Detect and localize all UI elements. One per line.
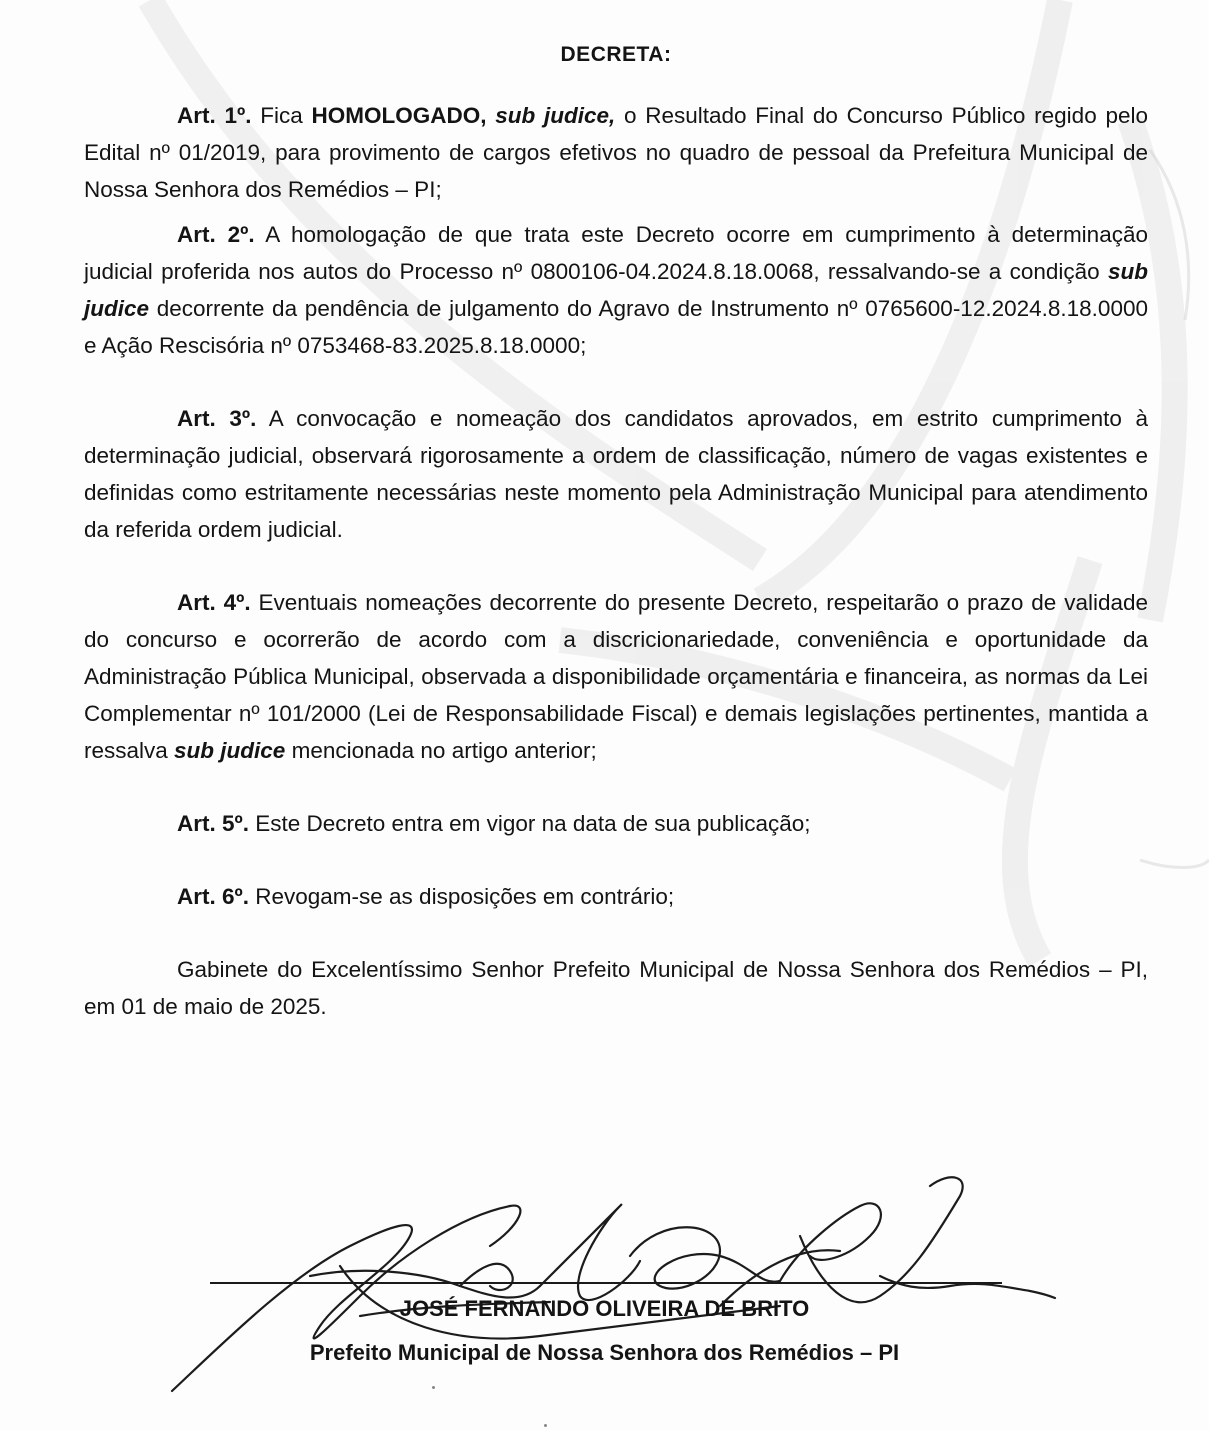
article-emphasis: HOMOLOGADO, [311,103,487,128]
article-label: Art. 2º. [177,222,255,247]
article-label: Art. 5º. [177,811,249,836]
closing-paragraph: Gabinete do Excelentíssimo Senhor Prefeito Municipal de Nossa Senhora dos Remédios – PI, em 01 de maio de 2025. [84,957,1148,1019]
decree-heading: DECRETA: [560,43,672,66]
article-5 [84,805,1148,842]
decree-body [84,36,1148,1025]
article-text: A convocação e nomeação dos candidatos aprovados, em estrito cumprimento à determinação judicial, observará rigorosamente a ordem de classificação, número de vagas existentes e definidas como estritamente necessárias neste momento pela Administração Municipal para atendimento da referida ordem judicial. [84,406,1149,542]
article-text: Este Decreto entra em vigor na data de sua publicação; [248,811,811,836]
speck [432,1386,435,1389]
article-label: Art. 4º. [177,590,251,615]
article-label: Art. 3º. [177,406,257,431]
article-text: o Resultado Final do Concurso Público regido pelo Edital nº 01/2019, para provimento de cargos efetivos no quadro de pessoal da Prefeitura Municipal de Nossa Senhora dos Remédios – PI; [84,103,1148,202]
article-label: Art. 6º. [177,884,249,909]
article-4 [84,584,1148,769]
article-emphasis: sub judice [84,259,1148,321]
handwritten-signature [160,1176,1060,1406]
speck [544,1424,547,1427]
article-text: Eventuais nomeações decorrente do presente Decreto, respeitarão o prazo de validade do concurso e ocorrerão de acordo com a discricionariedade, conveniência e oportunidade da Administração Pública Municipal, observada a disponibilidade orçamentária e financeira, as normas da Lei Complementar nº 101/2000 (Lei de Responsabilidade Fiscal) e demais legislações pertinentes, mantida a ressalva [84,590,1149,763]
article-emphasis: sub judice, [495,103,616,128]
article-1 [84,97,1148,208]
article-3 [84,400,1148,548]
article-text: mencionada no artigo anterior; [285,738,597,763]
article-text: Revogam-se as disposições em contrário; [248,884,675,909]
article-text: Fica [251,103,312,128]
article-6 [84,878,1148,915]
article-emphasis: sub judice [174,738,286,763]
signatory-title: Prefeito Municipal de Nossa Senhora dos Remédios – PI [309,1340,900,1365]
article-label: Art. 1º. [177,103,252,128]
article-2 [84,216,1148,364]
signatory-name: JOSÉ FERNANDO OLIVEIRA DE BRITO [399,1296,810,1321]
article-text: A homologação de que trata este Decreto ocorre em cumprimento à determinação judicial proferida nos autos do Processo nº 0800106-04.2024.8.18.0068, ressalvando-se a condição [84,222,1148,284]
article-text: decorrente da pendência de julgamento do Agravo de Instrumento nº 0765600-12.2024.8.18.0000 e Ação Rescisória nº 0753468-83.2025.8.18.0000; [84,296,1148,358]
article-text [486,103,495,128]
signature-line [210,1282,1002,1284]
